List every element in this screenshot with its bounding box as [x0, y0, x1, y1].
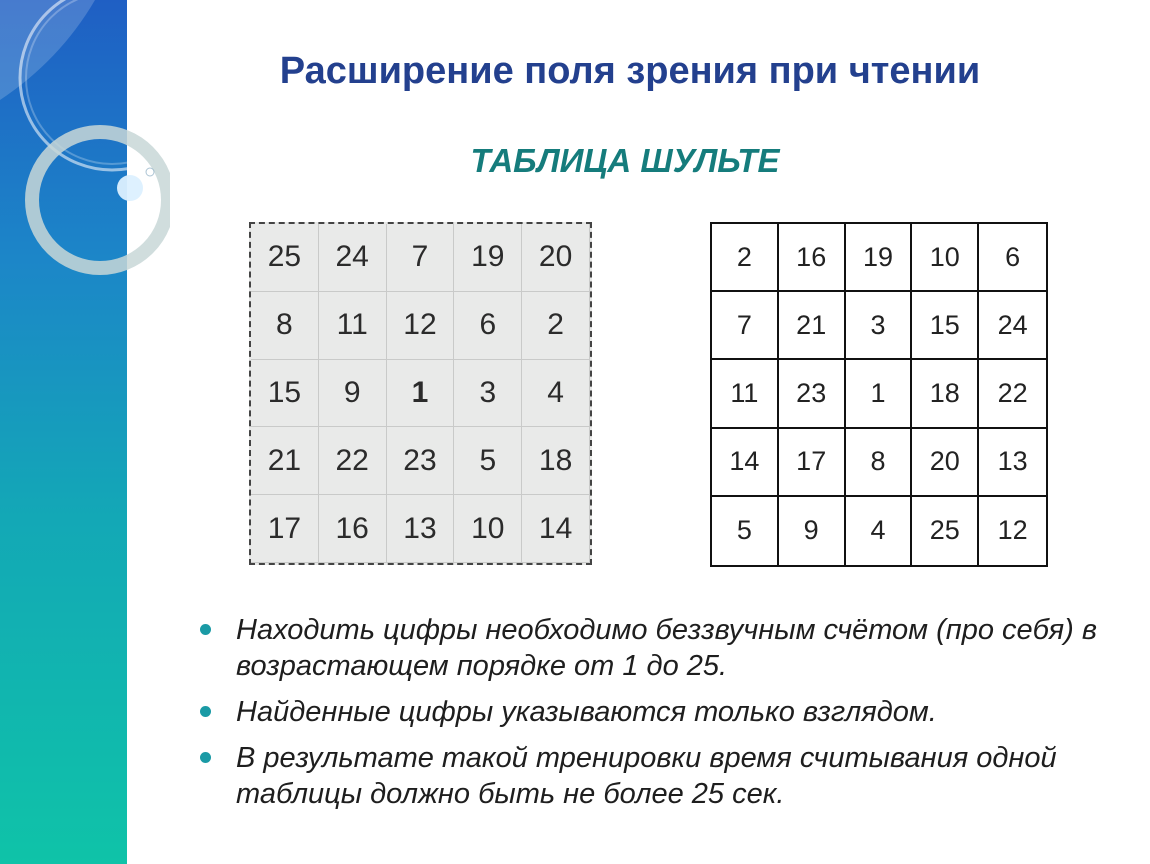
- table-cell: 25: [251, 224, 319, 292]
- table-cell: 19: [846, 224, 913, 292]
- table-cell: 12: [997, 515, 1028, 546]
- instruction-item: [198, 612, 1098, 684]
- table-cell: 3: [454, 360, 522, 428]
- table-cell: 21: [251, 427, 319, 495]
- instruction-item: [198, 740, 1098, 812]
- schulte-table-right: [710, 222, 1048, 567]
- table-cell: 12: [387, 292, 455, 360]
- table-cell: 20: [912, 429, 979, 497]
- table-cell: 18: [912, 360, 979, 428]
- slide-title: Расширение поля зрения при чтении: [279, 50, 981, 92]
- table-cell: 2: [522, 292, 590, 360]
- table-cell: 11: [712, 360, 779, 428]
- table-cell: 19: [454, 224, 522, 292]
- table-cell: 18: [522, 427, 590, 495]
- table-cell: 1: [846, 360, 913, 428]
- instruction-list: [198, 612, 1098, 822]
- table-cell: 20: [522, 224, 590, 292]
- table-cell: 14: [712, 429, 779, 497]
- table-cell: 17: [779, 429, 846, 497]
- table-cell: 13: [979, 429, 1046, 497]
- table-cell: 21: [779, 292, 846, 360]
- table-cell: 14: [522, 495, 590, 563]
- table-cell: 4: [846, 497, 913, 565]
- table-cell: 16: [779, 224, 846, 292]
- table-cell: 10: [912, 224, 979, 292]
- table-cell: 24: [319, 224, 387, 292]
- table-cell: 5: [712, 497, 779, 565]
- table-cell: 17: [251, 495, 319, 563]
- instruction-text: Найденные цифры указываются только взглядом.: [236, 696, 937, 728]
- table-cell: 23: [387, 427, 455, 495]
- table-cell: 9: [779, 497, 846, 565]
- table-cell: 8: [846, 429, 913, 497]
- table-cell: 5: [454, 427, 522, 495]
- table-cell: 1: [387, 360, 455, 428]
- table-cell: 2: [712, 224, 779, 292]
- table-cell: 16: [319, 495, 387, 563]
- table-cell: 9: [319, 360, 387, 428]
- table-cell: 24: [979, 292, 1046, 360]
- table-cell: 6: [979, 224, 1046, 292]
- table-cell: 7: [712, 292, 779, 360]
- instruction-text: В результате такой тренировки время считывания одной таблицы должно быть не более 25 сек.: [236, 742, 1057, 810]
- bullet-dot-icon: [200, 624, 211, 635]
- table-cell: 6: [454, 292, 522, 360]
- bullet-dot-icon: [200, 706, 211, 717]
- table-cell: 4: [522, 360, 590, 428]
- table-cell: 13: [387, 495, 455, 563]
- table-cell: 25: [912, 497, 979, 565]
- bullet-dot-icon: [200, 752, 211, 763]
- side-band: [0, 0, 127, 864]
- table-cell: 15: [251, 360, 319, 428]
- schulte-table-left: [249, 222, 592, 565]
- table-cell: 7: [387, 224, 455, 292]
- table-cell: 11: [319, 292, 387, 360]
- slide-subtitle: ТАБЛИЦА ШУЛЬТЕ: [470, 142, 780, 179]
- table-cell: 15: [912, 292, 979, 360]
- table-cell: 22: [319, 427, 387, 495]
- table-cell: 22: [979, 360, 1046, 428]
- instruction-item: [198, 694, 1098, 730]
- table-cell: 10: [454, 495, 522, 563]
- instruction-text: Находить цифры необходимо беззвучным счётом (про себя) в возрастающем порядке от 1 до 25.: [236, 614, 1098, 682]
- table-cell: 3: [846, 292, 913, 360]
- table-cell: 8: [251, 292, 319, 360]
- table-cell: 23: [779, 360, 846, 428]
